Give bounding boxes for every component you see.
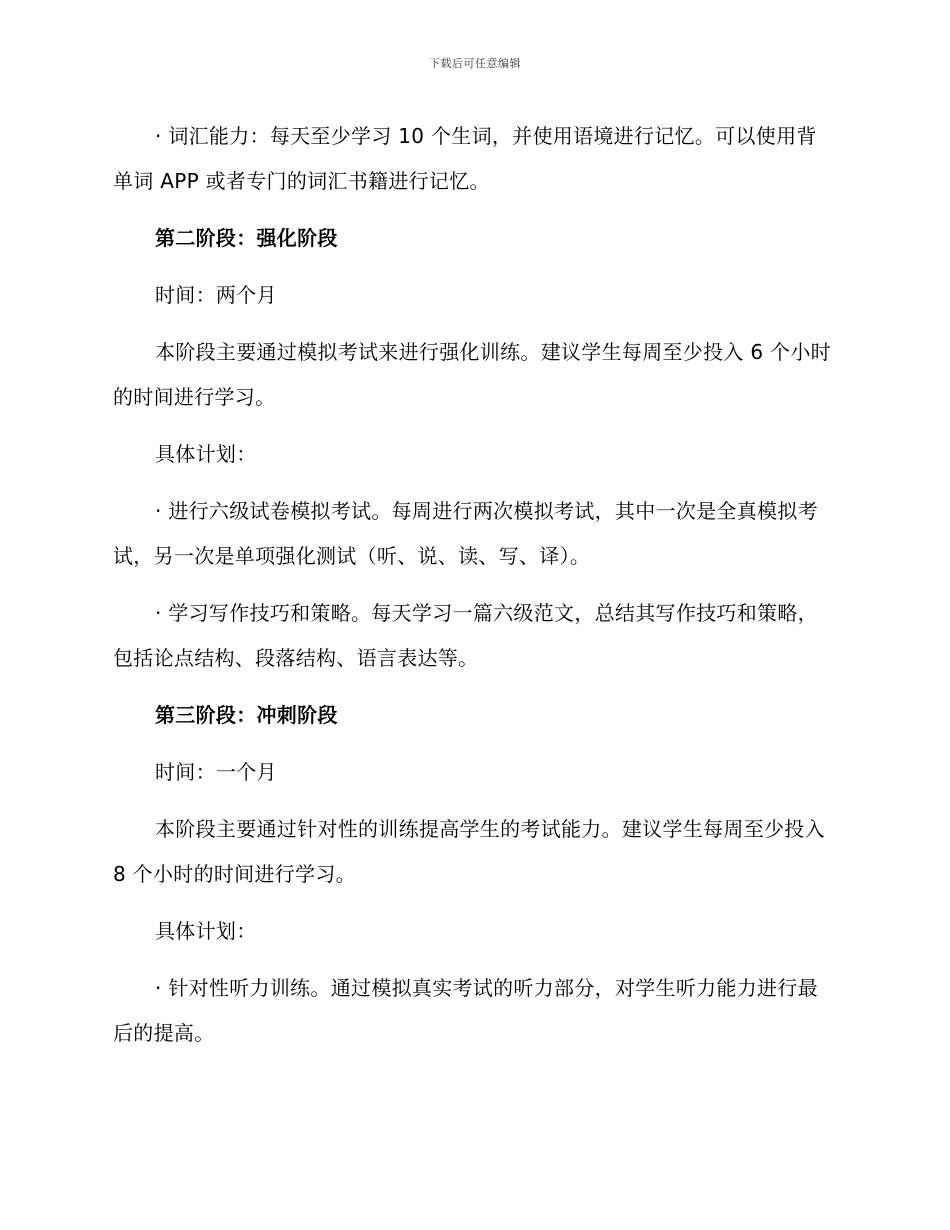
paragraph-stage-three-time: 时间：一个月 [155, 760, 277, 784]
paragraph-listening-training: · 针对性听力训练。通过模拟真实考试的听力部分，对学生听力能力进行最后的提高。 [113, 976, 818, 1045]
heading-stage-three: 第三阶段：冲刺阶段 [155, 703, 338, 727]
paragraph-stage-two-plan-label: 具体计划： [155, 442, 257, 466]
paragraph-stage-two-intro: 本阶段主要通过模拟考试来进行强化训练。建议学生每周至少投入 6 个小时的时间进行学习。 [113, 340, 831, 409]
paragraph-stage-three-intro: 本阶段主要通过针对性的训练提高学生的考试能力。建议学生每周至少投入 8 个小时的时间进行学习。 [113, 817, 825, 886]
header-note: 下载后可任意编辑 [429, 57, 521, 70]
paragraph-writing-skills: · 学习写作技巧和策略。每天学习一篇六级范文，总结其写作技巧和策略，包括论点结构、段落结构、语言表达等。 [113, 601, 818, 670]
paragraph-stage-three-plan-label: 具体计划： [155, 919, 257, 943]
document-body [113, 114, 833, 1068]
paragraph-mock-exam: · 进行六级试卷模拟考试。每周进行两次模拟考试，其中一次是全真模拟考试，另一次是单项强化测试（听、说、读、写、译）。 [113, 499, 818, 568]
heading-stage-two: 第二阶段：强化阶段 [155, 226, 338, 250]
paragraph-stage-two-time: 时间：两个月 [155, 283, 277, 307]
paragraph-vocabulary: · 词汇能力：每天至少学习 10 个生词，并使用语境进行记忆。可以使用背单词 APP 或者专门的词汇书籍进行记忆。 [113, 124, 817, 193]
